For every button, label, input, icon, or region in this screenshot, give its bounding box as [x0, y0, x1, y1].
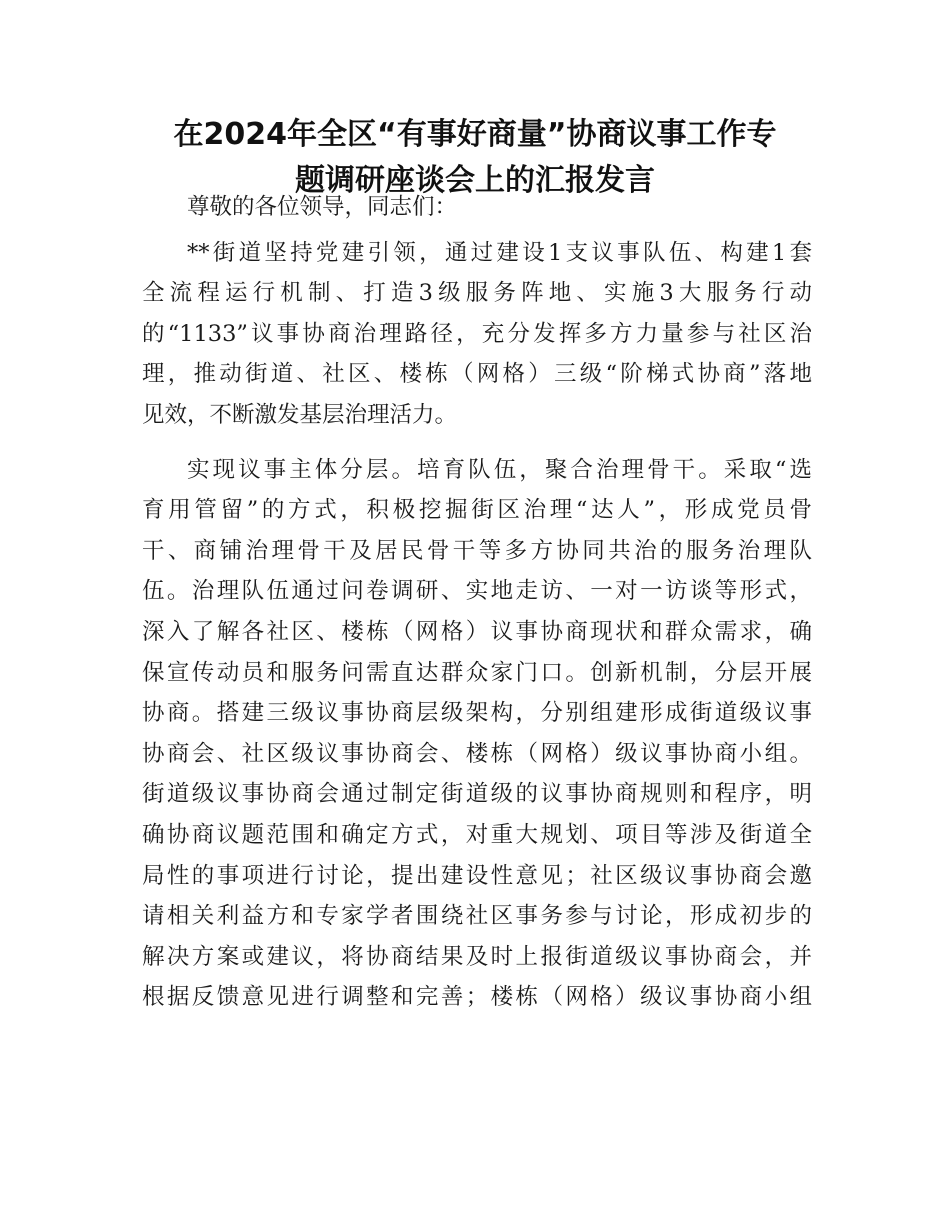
paragraph-2-line: 干、商铺治理骨干及居民骨干等多方协同共治的服务治理队 [142, 537, 812, 564]
paragraph-1-line: 理，推动街道、社区、楼栋（网格）三级“阶梯式协商”落地 [142, 361, 812, 388]
paragraph-1-line: **街道坚持党建引领，通过建设1支议事队伍、构建1套 [187, 239, 812, 266]
paragraph-2-line: 保宣传动员和服务问需直达群众家门口。创新机制，分层开展 [142, 659, 812, 686]
document-body [142, 187, 812, 1018]
paragraph-2-line: 协商会、社区级议事协商会、楼栋（网格）级议事协商小组。 [142, 740, 812, 767]
paragraph-2-line: 育用管留”的方式，积极挖掘街区治理“达人”，形成党员骨 [142, 497, 812, 524]
paragraph-2-line: 街道级议事协商会通过制定街道级的议事协商规则和程序，明 [142, 781, 812, 808]
paragraph-2-line: 根据反馈意见进行调整和完善；楼栋（网格）级议事协商小组 [142, 984, 812, 1011]
paragraph-2-line: 实现议事主体分层。培育队伍，聚合治理骨干。采取“选 [187, 456, 812, 483]
paragraph-2-line: 解决方案或建议，将协商结果及时上报街道级议事协商会，并 [142, 943, 812, 970]
title-line-2: 题调研座谈会上的汇报发言 [295, 163, 655, 198]
paragraph-2-line: 确协商议题范围和确定方式，对重大规划、项目等涉及街道全 [142, 821, 812, 848]
title-line-1: 在2024年全区“有事好商量”协商议事工作专 [173, 117, 777, 152]
paragraph-2 [142, 450, 812, 1018]
paragraph-2-line: 请相关利益方和专家学者围绕社区事务参与讨论，形成初步的 [142, 903, 812, 930]
paragraph-2-line: 协商。搭建三级议事协商层级架构，分别组建形成街道级议事 [142, 700, 812, 727]
salutation: 尊敬的各位领导，同志们： [187, 194, 458, 220]
paragraph-1-line: 全流程运行机制、打造3级服务阵地、实施3大服务行动 [142, 280, 812, 307]
paragraph-1-line: 的“1133”议事协商治理路径，充分发挥多方力量参与社区治 [142, 320, 812, 347]
paragraph-2-line: 伍。治理队伍通过问卷调研、实地走访、一对一访谈等形式， [142, 578, 812, 605]
paragraph-1-line: 见效，不断激发基层治理活力。 [142, 401, 458, 428]
paragraph-2-line: 深入了解各社区、楼栋（网格）议事协商现状和群众需求，确 [142, 618, 812, 645]
paragraph-2-line: 局性的事项进行讨论，提出建设性意见；社区级议事协商会邀 [142, 862, 812, 889]
paragraph-1 [142, 233, 812, 436]
